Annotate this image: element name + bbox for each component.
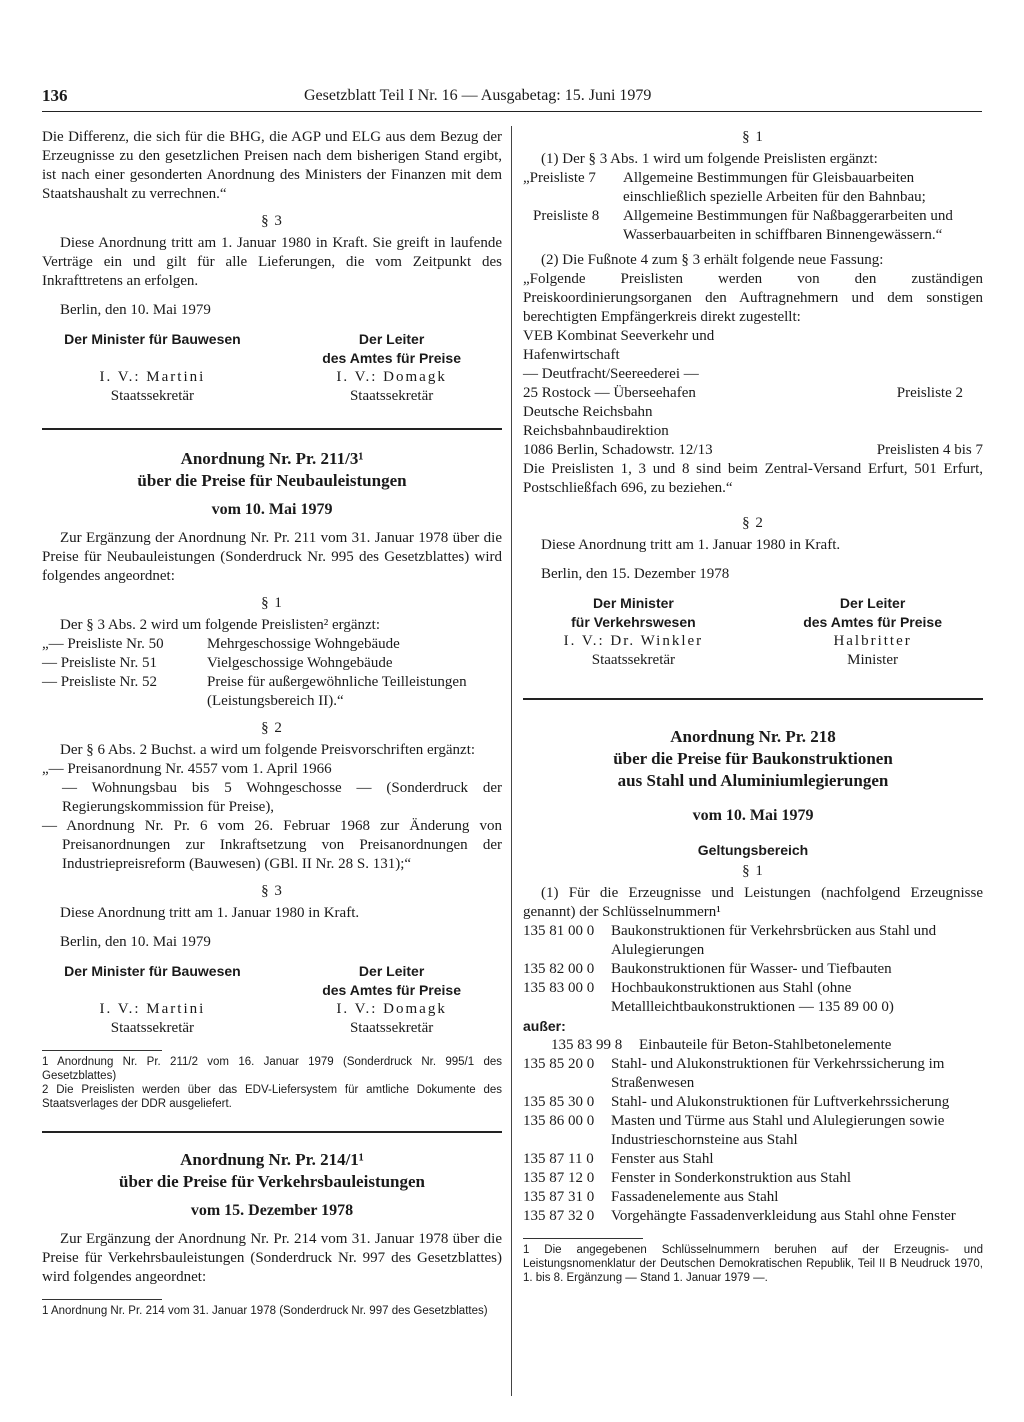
- list-item: 135 86 00 0 Masten und Türme aus Stahl und Alulegierungen sowie Industrieschornsteine aus Stahl: [523, 1113, 945, 1148]
- signature-block: [42, 962, 502, 1038]
- footnote: 1 Die angegebenen Schlüsselnummern beruhen auf der Erzeugnis- und Leistungsnomenklatur der Deutschen Demokratischen Republik, Teil II B Neudruck 1970, 1. bis 8. Ergänzung — Stand 1. Januar 1979 —.: [523, 1244, 983, 1284]
- exception-label: außer:: [523, 1018, 566, 1034]
- running-title: Gesetzblatt Teil I Nr. 16 — Ausgabetag: 15. Juni 1979: [304, 87, 652, 104]
- footnote-rule: [42, 1299, 162, 1300]
- footnote: 2 Die Preislisten werden über das EDV-Liefersystem für amtliche Dokumente des Staatsverlages der DDR ausgeliefert.: [42, 1084, 502, 1110]
- subsection-heading: Geltungsbereich: [697, 842, 809, 858]
- signer-role: Staatssekretär: [110, 388, 195, 404]
- section-heading: § 1: [742, 863, 764, 879]
- signer-title: Der Minister für Bauwesen: [64, 963, 241, 979]
- section-rule: [42, 1131, 502, 1133]
- address-line: 1086 Berlin, Schadowstr. 12/13 Preislisten 4 bis 7: [523, 442, 983, 458]
- section-heading: § 1: [261, 595, 283, 611]
- section-text: (1) Der § 3 Abs. 1 wird um folgende Preislisten ergänzt:: [541, 151, 878, 167]
- list-item: 135 87 31 0 Fassadenelemente aus Stahl: [523, 1189, 779, 1205]
- signer-role: Staatssekretär: [591, 652, 676, 668]
- signer-title: Der Leiter: [839, 595, 906, 611]
- section-heading: § 1: [742, 129, 764, 145]
- signer-name: I. V.: Martini: [99, 369, 206, 385]
- place-date: Berlin, den 10. Mai 1979: [60, 934, 211, 950]
- page-number: 136: [42, 86, 68, 105]
- ordinance-subtitle: über die Preise für Verkehrsbauleistungen: [118, 1172, 426, 1191]
- section-text: (2) Die Fußnote 4 zum § 3 erhält folgende neue Fassung:: [541, 252, 884, 268]
- footnote-rule: [42, 1050, 162, 1051]
- place-date: Berlin, den 10. Mai 1979: [60, 302, 211, 318]
- list-item: „Preisliste 7 Allgemeine Bestimmungen für Gleisbauarbeiten einschließlich spezielle Arbeiten für den Bahnbau;: [523, 170, 926, 205]
- list-item: 135 87 32 0 Vorgehängte Fassadenverkleidung aus Stahl ohne Fenster: [523, 1208, 956, 1224]
- address-line: — Deutfracht/Seereederei —: [523, 366, 699, 382]
- signer-name: I. V.: Domagk: [336, 369, 447, 385]
- ordinance-title: Anordnung Nr. Pr. 211/3¹: [180, 449, 364, 468]
- footnote: 1 Anordnung Nr. Pr. 214 vom 31. Januar 1978 (Sonderdruck Nr. 997 des Gesetzblattes): [42, 1305, 488, 1317]
- footnote-rule: [523, 1238, 643, 1239]
- signer-title: des Amtes für Preise: [322, 982, 461, 998]
- page-header: [42, 86, 982, 108]
- signer-title: Der Minister für Bauwesen: [64, 331, 241, 347]
- ordinance-date: vom 10. Mai 1979: [211, 501, 333, 518]
- section-rule: [523, 698, 983, 700]
- list-item: „— Preisanordnung Nr. 4557 vom 1. April 1966: [42, 761, 332, 777]
- list-item: 135 83 99 8 Einbauteile für Beton-Stahlbetonelemente: [551, 1037, 892, 1053]
- signer-name: Halbritter: [833, 633, 912, 649]
- list-item: „— Preisliste Nr. 50 Mehrgeschossige Wohngebäude: [42, 636, 400, 652]
- place-date: Berlin, den 15. Dezember 1978: [541, 566, 730, 582]
- ordinance-subtitle: aus Stahl und Aluminiumlegierungen: [617, 771, 889, 790]
- section-text: Die Preislisten 1, 3 und 8 sind beim Zentral-Versand Erfurt, 501 Erfurt, Postschließfach 696, zu beziehen.“: [523, 461, 983, 496]
- list-item: 135 87 12 0 Fenster in Sonderkonstruktion aus Stahl: [523, 1170, 851, 1186]
- section-text: „Folgende Preislisten werden von den zuständigen Preiskoordinierungsorganen den Auftragnehmern und dem sonstigen berechtigten Empfängerkreis direkt zugestellt:: [523, 271, 983, 325]
- column-divider: [511, 126, 512, 1396]
- section-rule: [42, 428, 502, 430]
- signature-block: [42, 330, 502, 406]
- ordinance-title: Anordnung Nr. Pr. 218: [670, 727, 836, 746]
- section-text: Diese Anordnung tritt am 1. Januar 1980 in Kraft.: [541, 537, 841, 553]
- signer-title: für Verkehrswesen: [571, 614, 696, 630]
- section-heading: § 3: [261, 213, 283, 229]
- ordinance-subtitle: über die Preise für Neubauleistungen: [137, 471, 407, 490]
- address-line: Hafenwirtschaft: [523, 347, 620, 363]
- section-heading: § 2: [261, 720, 283, 736]
- section-text: Der § 3 Abs. 2 wird um folgende Preislisten² ergänzt:: [60, 617, 380, 633]
- list-item: 135 85 30 0 Stahl- und Alukonstruktionen für Luftverkehrssicherung: [523, 1094, 950, 1110]
- footnote: 1 Anordnung Nr. Pr. 211/2 vom 16. Januar 1979 (Sonderdruck Nr. 995/1 des Gesetzblattes): [42, 1056, 502, 1082]
- address-line: 25 Rostock — Überseehafen Preisliste 2: [523, 385, 963, 401]
- signer-title: des Amtes für Preise: [322, 350, 461, 366]
- signer-title: des Amtes für Preise: [803, 614, 942, 630]
- section-text: Diese Anordnung tritt am 1. Januar 1980 in Kraft. Sie greift in laufende Verträge ein und gilt für alle Lieferungen, die vom Zeitpunkt des Inkrafttretens an erfolgen.: [42, 235, 502, 289]
- section-heading: § 2: [742, 515, 764, 531]
- list-item: — Preisliste Nr. 51 Vielgeschossige Wohngebäude: [42, 655, 393, 671]
- ordinance-subtitle: über die Preise für Baukonstruktionen: [613, 749, 893, 768]
- signer-title: Der Leiter: [358, 963, 425, 979]
- list-item: 135 83 00 0 Hochbaukonstruktionen aus Stahl (ohne Metallleichtbaukonstruktionen — 135 89 00 0): [523, 980, 894, 1015]
- signer-name: I. V.: Martini: [99, 1001, 206, 1017]
- ordinance-intro: Zur Ergänzung der Anordnung Nr. Pr. 214 vom 31. Januar 1978 über die Preise für Verkehrsbauleistungen (Sonderdruck Nr. 997 des Gesetzblattes) wird folgendes angeordnet:: [42, 1231, 502, 1285]
- list-item: 135 82 00 0 Baukonstruktionen für Wasser- und Tiefbauten: [523, 961, 892, 977]
- header-rule: [42, 111, 982, 112]
- ordinance-date: vom 15. Dezember 1978: [190, 1202, 354, 1219]
- section-text: Diese Anordnung tritt am 1. Januar 1980 in Kraft.: [60, 905, 360, 921]
- list-item: Preisliste 8 Allgemeine Bestimmungen für Naßbaggerarbeiten und Wasserbauarbeiten in schiffbaren Binnengewässern.“: [533, 208, 953, 243]
- section-heading: § 3: [261, 883, 283, 899]
- ordinance-title: Anordnung Nr. Pr. 214/1¹: [180, 1150, 364, 1169]
- address-line: VEB Kombinat Seeverkehr und: [523, 328, 715, 344]
- address-line: Reichsbahnbaudirektion: [523, 423, 669, 439]
- list-item: 135 81 00 0 Baukonstruktionen für Verkehrsbrücken aus Stahl und Alulegierungen: [523, 923, 937, 958]
- ordinance-intro: Zur Ergänzung der Anordnung Nr. Pr. 211 vom 31. Januar 1978 über die Preise für Neubauleistungen (Sonderdruck Nr. 995 des Gesetzblattes) wird folgendes angeordnet:: [42, 530, 502, 584]
- signer-title: Der Leiter: [358, 331, 425, 347]
- section-text: (1) Für die Erzeugnisse und Leistungen (nachfolgend Erzeugnisse genannt) der Schlüsselnummern¹: [523, 885, 983, 920]
- signer-role: Staatssekretär: [110, 1020, 195, 1036]
- list-item: — Wohnungsbau bis 5 Wohngeschosse — (Sonderdruck der Regierungskommission für Preise),: [62, 780, 502, 815]
- intro-paragraph: Die Differenz, die sich für die BHG, die AGP und ELG aus dem Bezug der Erzeugnisse zu den gesetzlichen Preisen nach dem bisherigen Stand ergibt, ist nach einer gesonderten Anordnung des Ministers der Finanzen mit dem Staatshaushalt zu verrechnen.“: [42, 129, 502, 202]
- signer-role: Staatssekretär: [349, 1020, 434, 1036]
- section-text: Der § 6 Abs. 2 Buchst. a wird um folgende Preisvorschriften ergänzt:: [60, 742, 476, 758]
- left-column: [42, 128, 502, 1318]
- signer-title: Der Minister: [592, 595, 674, 611]
- list-item: 135 87 11 0 Fenster aus Stahl: [523, 1151, 714, 1167]
- signer-role: Staatssekretär: [349, 388, 434, 404]
- address-line: Deutsche Reichsbahn: [523, 404, 653, 420]
- signer-name: I. V.: Dr. Winkler: [563, 633, 704, 649]
- list-item: 135 85 20 0 Stahl- und Alukonstruktionen für Verkehrssicherung im Straßenwesen: [523, 1056, 945, 1091]
- right-column: [523, 128, 983, 1285]
- list-item: — Anordnung Nr. Pr. 6 vom 26. Februar 1968 zur Änderung von Preisanordnungen zur Inkraftsetzung von Preisanordnungen der Industriepreisreform (Bauwesen) (GBl. II Nr. 28 S. 131);“: [42, 818, 502, 872]
- ordinance-date: vom 10. Mai 1979: [692, 807, 814, 824]
- signer-name: I. V.: Domagk: [336, 1001, 447, 1017]
- signature-block: [523, 594, 983, 670]
- signer-role: Minister: [847, 652, 899, 668]
- list-item: — Preisliste Nr. 52 Preise für außergewöhnliche Teilleistungen (Leistungsbereich II).“: [42, 674, 467, 709]
